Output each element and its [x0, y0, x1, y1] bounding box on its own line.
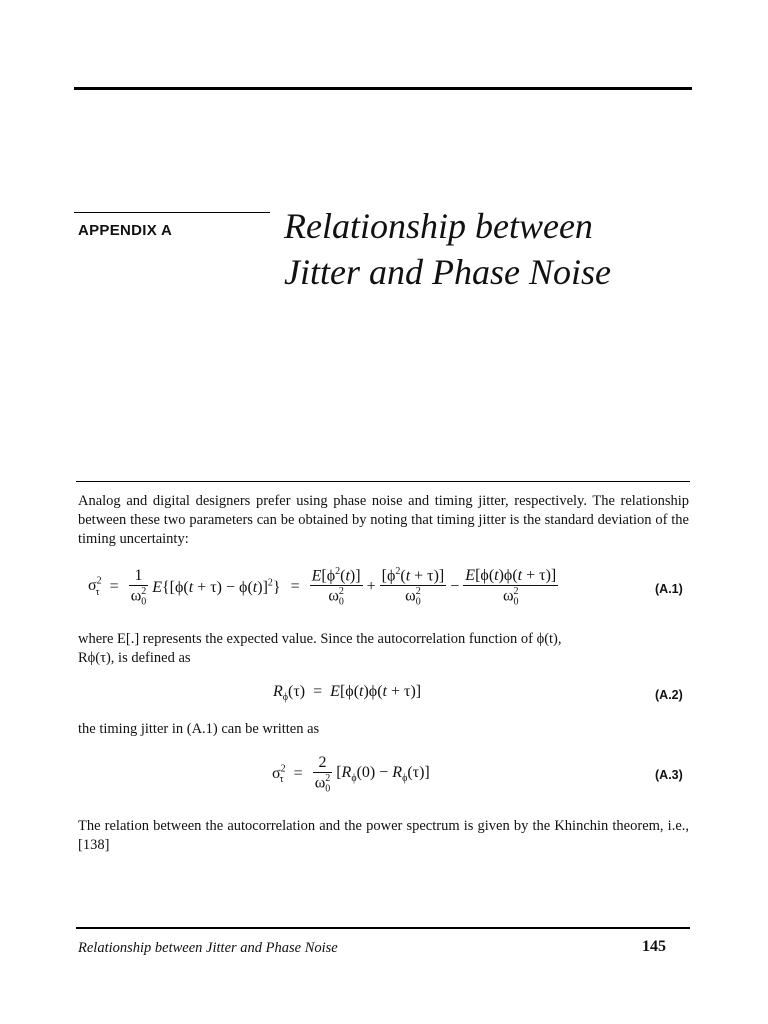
paragraph-timing-jitter: the timing jitter in (A.1) can be written as — [78, 721, 320, 737]
page-number: 145 — [642, 938, 666, 955]
paragraph-intro: Analog and digital designers prefer using phase noise and timing jitter, respectively. The relationship between these two parameters can be obtained by noting that timing jitter is the standard deviation of the timing uncertainty: — [78, 493, 689, 547]
equation-a3: $\sigma^2_\tau$ = $\frac{2}{\omega_0^2}$ $[R_\phi(0) - R_\phi(\tau)]$ — [272, 754, 430, 795]
paragraph-autocorrelation-line2: Rϕ(τ), is defined as — [78, 650, 191, 666]
paragraph-autocorrelation-line1: where E[.] represents the expected value. Since the autocorrelation function of ϕ(t), — [78, 631, 562, 647]
equation-a3-number: (A.3) — [655, 768, 683, 782]
chapter-title-line1: Relationship between — [284, 206, 593, 246]
equation-a2-number: (A.2) — [655, 688, 683, 702]
equation-a2: $R_\phi(\tau) = E[\phi(t)\phi(t + \tau)]$ — [273, 683, 422, 704]
paragraph-khinchin: The relation between the autocorrelation and the power spectrum is given by the Khinchin theorem, i.e., [138] — [78, 818, 689, 853]
equation-a1-number: (A.1) — [655, 582, 683, 596]
footer-rule — [76, 927, 690, 929]
chapter-title-line2: Jitter and Phase Noise — [284, 252, 611, 292]
appendix-label: APPENDIX A — [78, 222, 173, 239]
section-rule — [76, 481, 690, 482]
chapter-title — [284, 203, 611, 295]
top-rule — [74, 87, 692, 90]
equation-a1: $\sigma^2_\tau$ = $\frac{1}{\omega_0^2}$ $E\{[\phi(t + \tau) - \phi(t)]^2\}$ = $\frac{E[\phi^2(t)]}{\omega_0^2}$ + $\frac{[\phi^2(t + \tau)]}{\omega_0^2}$ − $\frac{E[\phi(t)\phi(t + \tau)]}{\omega_0^2}$ — [88, 566, 557, 608]
appendix-rule — [74, 212, 270, 213]
paragraph-autocorrelation — [78, 630, 689, 668]
footer-running-title: Relationship between Jitter and Phase Noise — [78, 940, 338, 956]
